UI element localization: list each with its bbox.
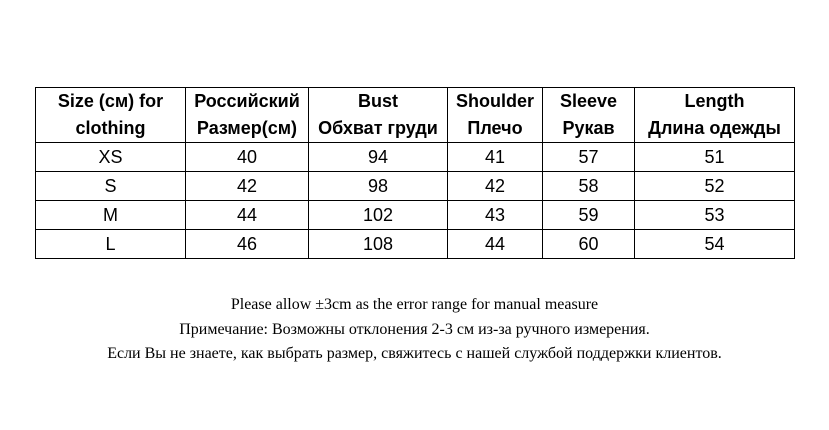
table-cell: 42	[186, 172, 309, 201]
note-line-russian-tolerance: Примечание: Возможны отклонения 2-3 см из-за ручного измерения.	[179, 320, 650, 338]
table-cell: 60	[543, 230, 635, 259]
table-row	[36, 172, 795, 201]
table-cell: 94	[309, 143, 448, 172]
table-cell: 40	[186, 143, 309, 172]
table-cell: XS	[36, 143, 186, 172]
table-cell: 58	[543, 172, 635, 201]
table-cell: 98	[309, 172, 448, 201]
header-shoulder: Shoulder Плечо	[448, 88, 543, 143]
table-cell: L	[36, 230, 186, 259]
table-cell: 44	[448, 230, 543, 259]
table-cell: 102	[309, 201, 448, 230]
table-cell: 52	[635, 172, 795, 201]
table-cell: 57	[543, 143, 635, 172]
header-russian-size: Российский Размер(см)	[186, 88, 309, 143]
table-row	[36, 230, 795, 259]
note-line-support-contact: Если Вы не знаете, как выбрать размер, свяжитесь с нашей службой поддержки клиентов.	[107, 345, 722, 362]
note-line-error-range: Please allow ±3cm as the error range for manual measure	[230, 296, 599, 313]
header-length: Length Длина одежды	[635, 88, 795, 143]
table-cell: 43	[448, 201, 543, 230]
table-cell: S	[36, 172, 186, 201]
table-cell: 44	[186, 201, 309, 230]
table-cell: 54	[635, 230, 795, 259]
header-sleeve: Sleeve Рукав	[543, 88, 635, 143]
table-cell: 41	[448, 143, 543, 172]
table-cell: 51	[635, 143, 795, 172]
table-cell: 42	[448, 172, 543, 201]
table-cell: M	[36, 201, 186, 230]
size-chart-table	[35, 87, 795, 259]
measurement-notes	[0, 293, 829, 367]
table-cell: 59	[543, 201, 635, 230]
table-row	[36, 201, 795, 230]
table-row	[36, 143, 795, 172]
header-size: Size (см) for clothing	[36, 88, 186, 143]
table-cell: 53	[635, 201, 795, 230]
table-cell: 46	[186, 230, 309, 259]
header-row	[36, 88, 795, 143]
header-bust: Bust Обхват груди	[309, 88, 448, 143]
table-cell: 108	[309, 230, 448, 259]
